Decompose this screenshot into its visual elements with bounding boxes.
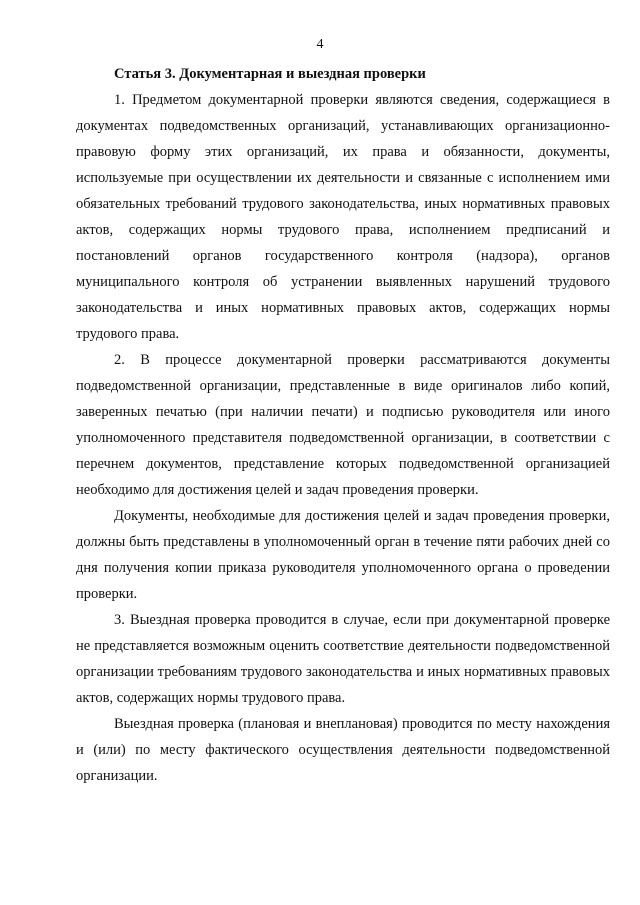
paragraph-1: 1. Предметом документарной проверки являются сведения, содержащиеся в документах подведомственных организаций, устанавливающих организационно-правовую форму этих организаций, их права и обязанности, документы, используемые при осуществлении их деятельности и связанные с исполнением ими обязательных требований трудового законодательства, иных нормативных правовых актов, содержащих нормы трудового права, исполнением предписаний и постановлений органов государственного контроля (надзора), органов муниципального контроля об устранении выявленных нарушений трудового законодательства и иных нормативных правовых актов, содержащих нормы трудового права. [76, 92, 610, 342]
page-number: 4 [316, 37, 324, 52]
paragraph-4: 3. Выездная проверка проводится в случае, если при документарной проверке не представляется возможным оценить соответствие деятельности подведомственной организации требованиям трудового законодательства и иных нормативных правовых актов, содержащих нормы трудового права. [76, 612, 610, 706]
article-body [76, 61, 610, 789]
paragraph-5: Выездная проверка (плановая и внеплановая) проводится по месту нахождения и (или) по месту фактического осуществления деятельности подведомственной организации. [76, 716, 610, 784]
paragraph-3: Документы, необходимые для достижения целей и задач проведения проверки, должны быть представлены в уполномоченный орган в течение пяти рабочих дней со дня получения копии приказа руководителя уполномоченного органа о проведении проверки. [76, 508, 610, 602]
article-title: Статья 3. Документарная и выездная проверки [114, 66, 426, 82]
paragraph-2: 2. В процессе документарной проверки рассматриваются документы подведомственной организации, представленные в виде оригиналов либо копий, заверенных печатью (при наличии печати) и подписью руководителя или иного уполномоченного представителя подведомственной организации, в соответствии с перечнем документов, представление которых подведомственной организацией необходимо для достижения целей и задач проведения проверки. [76, 352, 610, 498]
